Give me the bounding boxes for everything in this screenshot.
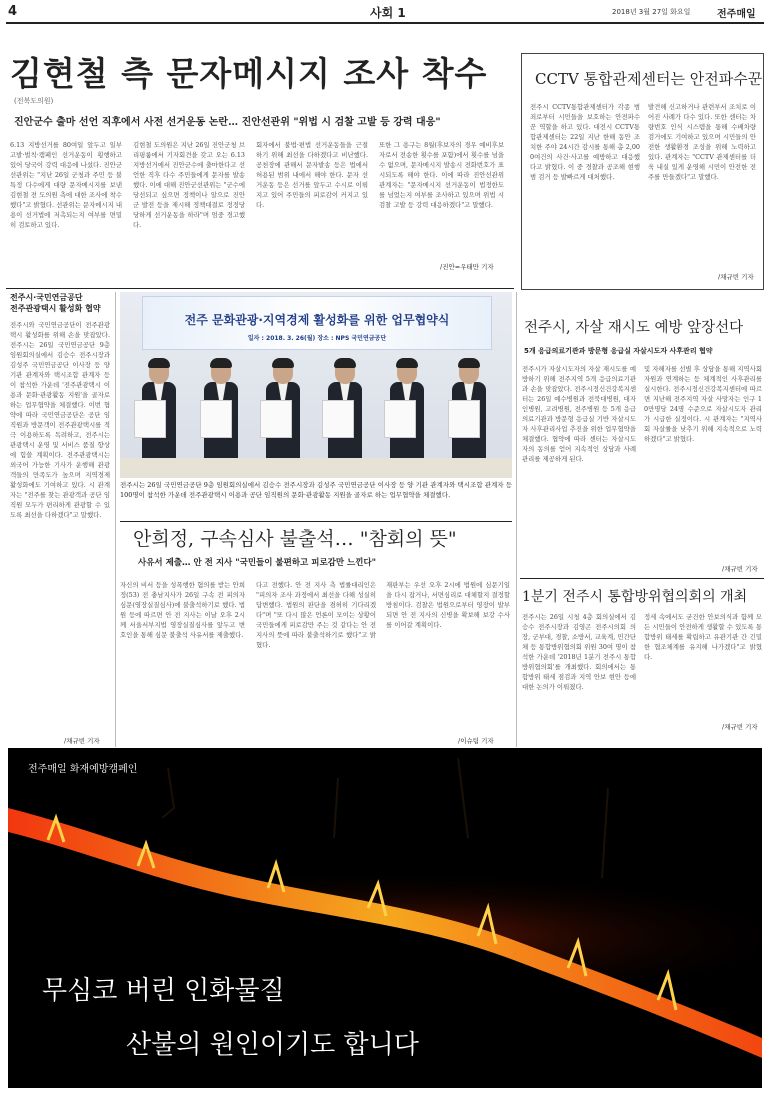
lead-col-2: 김현철 도의원은 지난 26일 진안군청 브리핑룸에서 기자회견을 갖고 오는 6.13 지방선거에서 진안군수에 출마한다고 선언한 직후 다수 주민들에게 문자를 발송했다. 이에 대해 진안군선관위는 "군수에 당선되고 싶으면 정책이나 알으로 진안군 발전 등을 제시해 정책대결로 정정당당하게 선거운동을 하라"며 엄중 경고했다. bbox=[133, 141, 245, 229]
quarter-byline: /채규빈 기자 bbox=[722, 723, 758, 731]
certificate-5 bbox=[384, 400, 416, 438]
certificate-4 bbox=[322, 400, 354, 438]
agreement-headline: 전주관광택시 활성화 협약 bbox=[10, 304, 101, 313]
certificate-6 bbox=[448, 400, 480, 438]
cctv-box bbox=[521, 53, 764, 290]
header-rule bbox=[6, 22, 764, 24]
lead-photo-credit: (전북도의원) bbox=[14, 97, 54, 105]
agreement-photo bbox=[120, 292, 512, 478]
lead-col-4: 또한 그 용구는 8월(후보자의 경우 예비후보자로서 전송한 횟수를 포함)에서 횟수를 넘을 수 없으며, 문자메시지 발송시 전화번호가 표시되도록 해야 한다. 이에 따라 진안선관위 관계자는 "문자메시지 선거운동이 법정한도를 넘었는지 여부를 조사하고 있으며 위법 시 검찰 고발 등 강력 대응하겠다"고 말했다. bbox=[379, 141, 504, 209]
suicide-headline: 전주시, 자살 재시도 예방 앞장선다 bbox=[524, 320, 744, 336]
anjung-col-2: 다고 전했다. 안 전 지사 측 법률대리인은 "피의자 조사 과정에서 최선을 다해 성실히 답변했다. 법원의 판단을 겸허히 기다리겠다"며 "또 다시 많은 언론이 모이는 상황이 국민들에게 피로감만 주는 것 같다는 안 전 지사의 뜻에 따라 불출석하기로 했다"고 밝혔다. bbox=[256, 581, 376, 649]
lead-headline: 김현철 측 문자메시지 조사 착수 bbox=[10, 54, 488, 93]
anjung-byline: /이슈팀 기자 bbox=[458, 737, 494, 745]
section-name: 사회 1 bbox=[370, 6, 406, 20]
suicide-col-2: 및 자해자를 선별 후 상담을 통해 지역사회 자원과 연계하는 등 체계적인 사후관리를 실시한다. 전주시정신건강복지센터에 따르면 지난해 전주지역 자살 사망자는 인구 10만명당 24명 수준으로 자살시도자 관리가 시급한 실정이다. 시 관계자는 "지역사회 자살률을 낮추기 위해 지속적으로 노력하겠다"고 밝혔다. bbox=[644, 365, 762, 443]
column-rule-right bbox=[516, 292, 517, 747]
signing-table bbox=[120, 458, 512, 478]
quarter-col-1: 전주시는 26일 시청 4층 회의실에서 김승수 전주시장과 김영곤 전주시의회 의장, 군부대, 경찰, 소방서, 교육계, 민간단체 등 통합방위협의회 위원 30여 명이 참석한 가운데 '2018년 1분기 전주시 통합방위협의회'를 개최했다. 회의에서는 통합방위 태세 점검과 지역 안보 현안 등에 대한 논의가 이뤄졌다. bbox=[522, 613, 636, 691]
ceremony-banner bbox=[142, 296, 492, 350]
quarter-col-2: 정세 속에서도 굳건한 안보의식과 함께 모든 시민들이 안전하게 생활할 수 있도록 통합방위 태세를 확립하고 유관기관 간 긴밀한 협조체계를 유지해 나가겠다"고 밝혔다. bbox=[644, 613, 762, 661]
cctv-col-1: 전주시 CCTV통합관제센터가 각종 범죄로부터 시민들을 보호하는 안전파수꾼 역할을 하고 있다. 대전시 CCTV통합관제센터는 22일 지난 한해 동안 조치한 주야 24시간 감시를 통해 총 2,000여건의 사건·사고를 예방하고 대응했다고 밝혔다. 이 중 경찰과 공조해 현행범 검거 등 발빠르게 대처했다. bbox=[530, 103, 640, 181]
banner-sub: 일자 : 2018. 3. 26(월) 장소 : NPS 국민연금공단 bbox=[247, 335, 387, 342]
cctv-byline: /채규빈 기자 bbox=[718, 273, 754, 281]
anjung-col-3: 재판부는 우선 오후 2시에 법원에 심문기일을 다시 잡거나, 서면심리로 대체할지 결정할 방침이다. 검찰은 법원으로부터 영장이 발부되면 안 전 지사의 신병을 확보해 보강 수사를 이어갈 계획이다. bbox=[386, 581, 510, 629]
fire-campaign-ad bbox=[8, 748, 762, 1088]
quarter-headline: 1분기 전주시 통합방위협의회의 개최 bbox=[522, 589, 748, 605]
anjung-col-1: 자신의 비서 등을 성폭행한 혐의를 받는 안희정(53) 전 충남지사가 26일 구속 전 피의자 심문(영장실질심사)에 불출석하기로 했다. 법원 등에 따르면 안 전 지사는 이날 오후 2시께 서울서부지법 영장실질심사를 앞두고 변호인을 통해 심문 불출석 사유서를 제출했다. bbox=[120, 581, 245, 639]
agreement-body: 전주시와 국민연금공단이 전주관광택시 활성화를 위해 손을 맞잡았다. 전주시는 26일 국민연금공단 9층 임원회의실에서 김승수 전주시장과 김성주 국민연금공단 이사장 등 양 기관 관계자와 택시조합 관계자 등이 참석한 가운데 '전주관광택시 이용과 문화·관광활동 지원'을 골자로 하는 업무협약을 체결했다. 이번 협약에 따라 국민연금공단은 공단 임직원과 방문객이 전주관광택시를 적극 이용하도록 독려하고, 전주시는 관광택시 운영 및 서비스 품질 향상에 힘쓸 계획이다. 전주관광택시는 외국어 가능한 기사가 운행해 관광객들의 만족도가 높으며 지역경제 활성화에도 기여하고 있다. 시 관계자는 "전주를 찾는 관광객과 공단 임직원 모두가 편리하게 관광할 수 있도록 최선을 다하겠다"고 말했다. bbox=[10, 321, 110, 519]
lead-col-3: 회자에서 불법·편법 선거운동들을 근절하기 위해 최선을 다하겠다고 비난했다. 공천장에 관해서 문자발송 등은 법에서 허용된 범위 내에서 해야 한다. 문자 선거운동 등은 선거를 앞두고 수시로 이뤄지고 있어 주민들의 피로감이 커지고 있다. bbox=[256, 141, 368, 209]
lead-subhead: 진안군수 출마 선언 직후에서 사전 선거운동 논란… 진안선관위 "위법 시 검찰 고발 등 강력 대응" bbox=[14, 117, 441, 128]
suicide-subhead: 5개 응급의료기관과 방문형 응급실 자살시도자 사후관리 협약 bbox=[524, 347, 713, 355]
lead-col-1: 6.13 지방선거를 80여일 앞두고 일부 고발·벌칙·캠페인 선거운동이 횡행하고 있어 당국이 강력 대응에 나섰다. 진안군선관위는 "지난 26일 군청과 주민 등 불특정 다수에게 대량 문자메시지를 보낸 김현철 전 도의원 측에 대한 조사에 착수했다"고 밝혔다. 선관위는 문자메시지 내용이 선거법에 저촉되는지 여부를 면밀히 검토하고 있다. bbox=[10, 141, 122, 229]
anjung-headline: 안희정, 구속심사 불출석… "참회의 뜻" bbox=[133, 528, 457, 550]
issue-date: 2018년 3월 27일 화요일 bbox=[612, 8, 691, 16]
banner-title: 전주 문화관광·지역경제 활성화를 위한 업무협약식 bbox=[184, 313, 450, 327]
lead-byline: /진안=우태만 기자 bbox=[440, 263, 494, 271]
certificate-1 bbox=[134, 400, 166, 438]
anjung-subhead: 사유서 제출… 안 전 지사 "국민들이 불편하고 피로감만 느낀다" bbox=[138, 558, 377, 568]
campaign-line-1: 무심코 버린 인화물질 bbox=[42, 976, 285, 1006]
divider-right bbox=[520, 578, 764, 579]
agreement-byline: /채규빈 기자 bbox=[64, 737, 100, 745]
suicide-col-1: 전주시가 자살시도자의 자살 재시도를 예방하기 위해 전주지역 5개 응급의료기관과 손을 맞잡았다. 전주시정신건강복지센터는 26일 예수병원과 전북대병원, 대자인병원, 고려병원, 전주병원 등 5개 응급의료기관과 방문형 응급실 기반 자살시도자 사후관리사업 추진을 위한 업무협약을 체결했다. 협약에 따라 센터는 자살시도자의 동의를 얻어 지속적인 상담과 사례관리를 제공하게 된다. bbox=[522, 365, 636, 463]
divider-caption bbox=[120, 521, 512, 522]
page-number: 4 bbox=[8, 4, 18, 19]
divider-upper bbox=[6, 288, 514, 289]
certificate-2 bbox=[200, 400, 232, 438]
certificate-3 bbox=[260, 400, 292, 438]
cctv-headline: CCTV 통합관제센터는 안전파수꾼 bbox=[535, 70, 763, 88]
column-rule-left bbox=[115, 292, 116, 747]
campaign-line-2: 산불의 원인이기도 합니다 bbox=[126, 1030, 419, 1060]
agreement-kicker: 전주시·국민연금공단 bbox=[10, 293, 83, 302]
cctv-col-2: 발견해 신고하거나 관련부서 조치로 이어진 사례가 다수 있다. 또한 센터는 차량번호 인식 시스템을 통해 수배차량 검거에도 기여하고 있으며 시민들의 안전한 생활환경 조성을 위해 노력하고 있다. 관계자는 "CCTV 관제센터를 더욱 내실 있게 운영해 시민이 안전한 전주를 만들겠다"고 말했다. bbox=[648, 103, 756, 181]
campaign-label: 전주매일 화재예방캠페인 bbox=[28, 764, 138, 775]
suicide-byline: /채규빈 기자 bbox=[722, 565, 758, 573]
paper-name: 전주매일 bbox=[717, 9, 756, 20]
agreement-caption: 전주시는 26일 국민연금공단 9층 임원회의실에서 김승수 전주시장과 김성주 국민연금공단 이사장 등 양 기관 관계자와 택시조합 관계자 등 100명이 참석한 가운데 전주관광택시 이용과 공단 임직원의 문화·관광활동 지원을 골자로 하는 업무협약을 체결했다. bbox=[120, 481, 512, 499]
page-header bbox=[0, 0, 770, 22]
